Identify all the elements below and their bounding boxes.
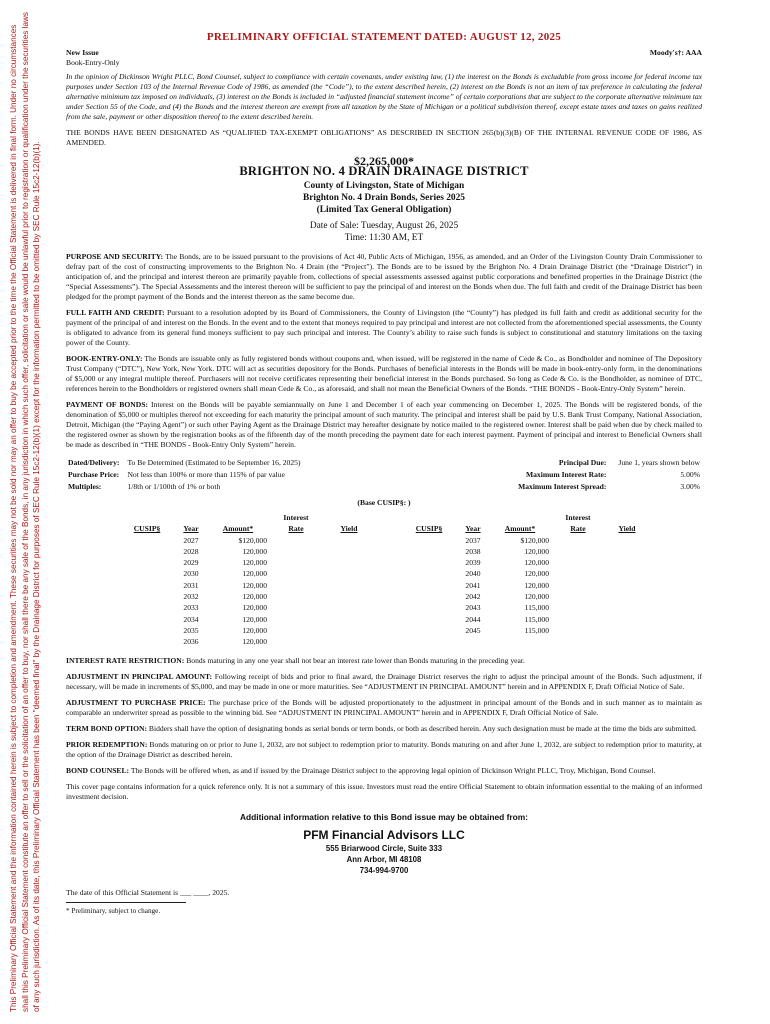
term-value: 5.00% <box>680 470 700 479</box>
gap-cell <box>373 546 403 557</box>
amount-cell: 120,000 <box>524 546 549 556</box>
rate-cell <box>549 546 607 557</box>
yield-cell <box>325 535 373 546</box>
bond-type-line: (Limited Tax General Obligation) <box>316 205 452 215</box>
rate-cell <box>267 580 325 591</box>
term-label: Dated/Delivery: <box>68 458 120 467</box>
maturity-schedule <box>66 512 702 648</box>
adjustment-heading: ADJUSTMENT IN PRINCIPAL AMOUNT: <box>66 671 213 681</box>
cusip-cell <box>121 568 173 579</box>
adjustment-text: Following receipt of bids and prior to final award, the Drainage District reserves the right to adjust the principal amount of the Bonds. Such adjustment, if necessary, will be made in increments of $5,000, and may be made in one or more maturities. See “ADJUSTMENT IN PRINCIPAL AMOUNT” herein and in APPENDIX F, Draft Official Notice of Sale. <box>66 671 702 691</box>
maturity-table <box>121 512 647 648</box>
offering-block <box>66 156 702 244</box>
faith-text: Pursuant to a resolution adopted by its Board of Commissioners, the County of Livingston (the “County”) has pledged its full faith and credit as additional security for the payment of the principal of and interest on the Bonds. In the event and to the extent that moneys required to pay principal and interest are not collected from the aforementioned special assessments, the County is obligated to advance from its general fund moneys sufficient to pay such principal and interest. The County’s ability to raise such funds is subject to constitutional and statutory limitations on the taxing power of the County. <box>66 308 702 347</box>
purchase-price-section <box>66 698 702 718</box>
book-entry-text: The Bonds are issuable only as fully registered bonds without coupons and, when issued, will be registered in the name of Cede & Co., as Bondholder and nominee of The Depository Trust Company (“DTC”), New York, New York. DTC will act as securities depository for the Bonds. Purchases of beneficial interests in the Bonds will be made in book-entry-only form, in the denominations of $5,000 or any integral multiple thereof. Purchasers will not receive certificates representing their beneficial interest in the Bonds purchased. So long as Cede & Co. is the Bondholder, as nominee of DTC, references herein to the Bondholders or registered owners shall mean Cede & Co., as aforesaid, and shall not mean the Beneficial Owners of the Bonds. “THE BONDS - Book-Entry-Only System” herein. <box>66 354 702 393</box>
book-entry-label: Book-Entry-Only <box>66 58 120 67</box>
gap-cell <box>373 625 403 636</box>
gap-cell <box>373 636 403 647</box>
rate-cell <box>267 568 325 579</box>
year-cell: 2045 <box>465 625 481 635</box>
gap-cell <box>373 614 403 625</box>
rate-cell <box>267 625 325 636</box>
rate-cell <box>549 557 607 568</box>
table-row <box>121 602 647 613</box>
year-cell: 2033 <box>183 603 199 613</box>
amount-cell: 120,000 <box>242 625 267 635</box>
cusip-cell <box>403 625 455 636</box>
term-value: June 1, years shown below <box>618 458 700 467</box>
header-row-top <box>121 512 647 523</box>
adjustment-section <box>66 672 702 692</box>
additional-sections <box>66 656 702 802</box>
amount-cell: $120,000 <box>520 535 549 545</box>
advisor-intro: Additional information relative to this Bond issue may be obtained from: <box>239 811 529 822</box>
rate-cell <box>549 602 607 613</box>
table-row <box>121 591 647 602</box>
year-cell: 2042 <box>465 592 481 602</box>
table-row <box>121 557 647 568</box>
rate-header: Rate <box>288 524 304 534</box>
purpose-section <box>66 252 702 302</box>
amount-cell: 120,000 <box>524 592 549 602</box>
year-cell: 2032 <box>183 592 199 602</box>
terms-left <box>66 456 308 494</box>
year-cell: 2035 <box>183 625 199 635</box>
term-row <box>508 482 700 492</box>
restriction-text: Bonds maturing in any one year shall not bear an interest rate lower than Bonds maturing in the preceding year. <box>184 655 525 665</box>
par-amount: $2,265,000* <box>354 154 414 168</box>
book-entry-heading: BOOK-ENTRY-ONLY: <box>66 354 143 363</box>
amount-cell: 120,000 <box>242 614 267 624</box>
year-cell: 2030 <box>183 569 199 579</box>
amount-cell: 120,000 <box>242 603 267 613</box>
payment-text: Interest on the Bonds will be payable semiannually on June 1 and December 1 of each year commencing on December 1, 2025. The Bonds will be registered bonds, of the denomination of $5,000 or multiples thereof not exceeding for each maturity the principal amount of such maturity. The principal and interest shall be paid by U.S. Bank Trust Company, National Association, Detroit, Michigan (the “Paying Agent”) or such other Paying Agent as the Drainage District may hereafter designate by notice mailed to the registered owner. Interest shall be paid when due by check mailed to the registered owner as shown by the registration books as of the fifteenth day of the month preceding the payment date for each interest payment. Payment of principal and interest to Beneficial Owners shall be made as described in “THE BONDS - Book-Entry Only System” herein. <box>66 400 702 449</box>
advisor-city: Ann Arbor, MI 48108 <box>346 854 422 864</box>
rate-header: Rate <box>570 524 586 534</box>
term-label: Multiples: <box>68 482 102 491</box>
restriction-section <box>66 656 702 666</box>
term-bond-section <box>66 724 702 734</box>
amount-cell: 120,000 <box>242 569 267 579</box>
amount-cell: 120,000 <box>242 558 267 568</box>
amount-header: Amount* <box>504 524 536 534</box>
term-row <box>68 482 306 492</box>
yield-cell <box>325 580 373 591</box>
cusip-cell <box>403 614 455 625</box>
header-row-bottom <box>121 523 647 534</box>
yield-cell <box>325 625 373 636</box>
tax-opinion: In the opinion of Dickinson Wright PLLC, Bond Counsel, subject to compliance with certain covenants, under existing law, (1) the interest on the Bonds is excludable from gross income for federal income tax purposes under Section 103 of the Internal Revenue Code of 1986, as amended (the “Code”), to the extent described herein, (2) interest on the Bonds is not an item of tax preference in calculating the federal alternative minimum tax imposed on individuals, (3) interest on the Bonds is included in “adjusted financial statement income” of certain corporations that are subject to the corporate alternative minimum tax under Section 55 of the Code, and (4) the Bonds and the interest thereon are exempt from all taxation by the State of Michigan or a political subdivision thereof, except estate taxes and taxes on gains realized from the sale, payment or other disposition thereof to the extent described herein. <box>66 72 702 121</box>
red-herring-sidebar <box>0 0 56 1024</box>
advisor-street: 555 Briarwood Circle, Suite 333 <box>325 843 443 853</box>
cusip-cell <box>403 557 455 568</box>
term-value: To Be Determined (Estimated to be September 16, 2025) <box>127 458 301 467</box>
yield-cell <box>607 535 647 546</box>
cusip-header: CUSIP§ <box>133 524 161 534</box>
table-row <box>121 546 647 557</box>
payment-section <box>66 400 702 450</box>
year-cell: 2041 <box>465 580 481 590</box>
table-row <box>121 636 647 647</box>
term-row <box>508 458 700 468</box>
term-label: Purchase Price: <box>68 470 120 479</box>
year-cell: 2029 <box>183 558 199 568</box>
year-cell: 2039 <box>465 558 481 568</box>
rate-cell <box>267 614 325 625</box>
year-cell: 2037 <box>465 535 481 545</box>
sale-time: Time: 11:30 AM, ET <box>344 233 424 243</box>
amount-cell: 120,000 <box>524 569 549 579</box>
cusip-cell <box>403 636 455 647</box>
redemption-section <box>66 740 702 760</box>
yield-cell <box>607 614 647 625</box>
interest-header: Interest <box>565 513 591 522</box>
table-row <box>121 580 647 591</box>
term-bond-text: Bidders shall have the option of designating bonds as serial bonds or term bonds, or both as described herein. Any such designation must be made at the time the bids are submitted. <box>147 723 697 733</box>
counsel-text: The Bonds will be offered when, as and if issued by the Drainage District subject to the approving legal opinion of Dickinson Wright PLLC, Troy, Michigan, Bond Counsel. <box>129 765 656 775</box>
cusip-cell <box>121 636 173 647</box>
header-row <box>66 48 702 68</box>
term-row <box>68 470 306 480</box>
amount-cell: 115,000 <box>524 603 549 613</box>
advisor-name: PFM Financial Advisors LLC <box>303 827 465 842</box>
rate-cell <box>267 602 325 613</box>
cusip-cell <box>121 614 173 625</box>
base-cusip: (Base CUSIP§: ) <box>357 498 411 507</box>
table-row <box>121 614 647 625</box>
purchase-price-text: The purchase price of the Bonds will be adjusted proportionately to the adjustment in principal amount of the Bonds and in such manner as to maintain as comparable an underwriter spread as possible to the winning bid. See “ADJUSTMENT IN PRINCIPAL AMOUNT” herein and in APPENDIX F, Draft Official Notice of Sale. <box>66 697 703 717</box>
amount-cell: 120,000 <box>242 580 267 590</box>
cusip-header: CUSIP§ <box>415 524 443 534</box>
cusip-cell <box>403 568 455 579</box>
year-cell: 2038 <box>465 546 481 556</box>
redemption-heading: PRIOR REDEMPTION: <box>66 739 148 749</box>
gap-cell <box>373 535 403 546</box>
year-cell: 2036 <box>183 637 199 647</box>
term-label: Maximum Interest Rate: <box>525 470 607 479</box>
term-row <box>68 458 306 468</box>
rate-cell <box>267 636 325 647</box>
terms-right <box>506 456 702 494</box>
rate-cell <box>267 557 325 568</box>
new-issue-label: New Issue <box>66 48 99 57</box>
bond-terms <box>66 456 702 494</box>
rate-cell <box>549 535 607 546</box>
faith-heading: FULL FAITH AND CREDIT: <box>66 308 165 317</box>
rate-cell <box>549 580 607 591</box>
year-cell: 2043 <box>465 603 481 613</box>
year-cell: 2031 <box>183 580 199 590</box>
cusip-cell <box>121 580 173 591</box>
gap-cell <box>373 591 403 602</box>
cusip-cell <box>121 625 173 636</box>
term-bond-heading: TERM BOND OPTION: <box>66 723 148 733</box>
rate-cell <box>549 625 607 636</box>
year-header: Year <box>465 524 481 534</box>
advisor-phone: 734-994-9700 <box>359 865 409 875</box>
cusip-cell <box>403 602 455 613</box>
rate-cell <box>267 546 325 557</box>
book-entry-section <box>66 354 702 394</box>
cover-page <box>66 32 702 916</box>
footnote: * Preliminary, subject to change. <box>66 906 161 915</box>
rate-cell <box>549 591 607 602</box>
footnote-divider <box>66 902 186 903</box>
rate-cell <box>549 614 607 625</box>
year-cell <box>455 636 491 647</box>
qualified-designation: THE BONDS HAVE BEEN DESIGNATED AS “QUALIFIED TAX-EXEMPT OBLIGATIONS” AS DESCRIBED IN SECTION 265(b)(3)(B) OF THE INTERNAL REVENUE CODE OF 1986, AS AMENDED. <box>66 128 702 147</box>
gap-cell <box>373 580 403 591</box>
year-cell: 2034 <box>183 614 199 624</box>
cusip-cell <box>403 535 455 546</box>
amount-header: Amount* <box>222 524 254 534</box>
amount-cell: 120,000 <box>242 637 267 647</box>
term-label: Principal Due: <box>558 458 607 467</box>
purpose-text: The Bonds, are to be issued pursuant to the provisions of Act 40, Public Acts of Michigan, 1956, as amended, and an Order of the Livingston County Drain Commissioner to defray part of the cost of constructing improvements to the Brighton No. 4 Drain (the “Project”). The Bonds are to be issued by the Brighton No. 4 Drain Drainage District (the “Drainage District”) in anticipation of, and the principal and interest thereon are primarily payable from, collections of special assessments assessed against public corporations and benefitted properties in the Drainage District (the “Special Assessments”). The Special Assessments and the interest thereon will be sufficient to pay the principal of and interest on the Bonds when due. The full faith and credit of the Drainage District has been pledged for the prompt payment of the Bonds and the interest thereon as the same become due. <box>66 252 702 301</box>
rate-cell <box>549 636 607 647</box>
cusip-cell <box>121 591 173 602</box>
yield-cell <box>607 580 647 591</box>
year-cell: 2027 <box>183 535 199 545</box>
yield-cell <box>325 568 373 579</box>
gap-cell <box>373 557 403 568</box>
yield-cell <box>325 557 373 568</box>
year-cell: 2028 <box>183 546 199 556</box>
statement-date: The date of this Official Statement is ___ ____, 2025. <box>66 887 230 897</box>
gap-cell <box>373 568 403 579</box>
amount-cell: 120,000 <box>524 580 549 590</box>
year-cell: 2040 <box>465 569 481 579</box>
yield-cell <box>325 591 373 602</box>
table-row <box>121 568 647 579</box>
sale-info <box>66 220 702 244</box>
yield-cell <box>325 614 373 625</box>
counsel-heading: BOND COUNSEL: <box>66 765 130 775</box>
cusip-cell <box>121 602 173 613</box>
gap-cell <box>373 602 403 613</box>
amount-cell: $120,000 <box>238 535 267 545</box>
yield-cell <box>325 546 373 557</box>
series-line: Brighton No. 4 Drain Bonds, Series 2025 <box>303 193 465 203</box>
purchase-price-heading: ADJUSTMENT TO PURCHASE PRICE: <box>66 697 206 707</box>
maturity-rows <box>121 535 647 648</box>
cusip-cell <box>403 580 455 591</box>
year-cell: 2044 <box>465 614 481 624</box>
yield-header: Yield <box>340 524 358 534</box>
rate-cell <box>267 535 325 546</box>
yield-cell <box>607 591 647 602</box>
redemption-text: Bonds maturing on or prior to June 1, 2032, are not subject to redemption prior to maturity. Bonds maturing on and after June 1, 2032, are subject to redemption prior to maturity, at the option of the Drainage District as described herein. <box>66 739 702 759</box>
term-row <box>508 470 700 480</box>
term-value: Not less than 100% or more than 115% of par value <box>127 470 285 479</box>
amount-cell: 115,000 <box>524 614 549 624</box>
term-value: 1/8th or 1/100th of 1% or both <box>127 482 221 491</box>
document-title: PRELIMINARY OFFICIAL STATEMENT DATED: AUGUST 12, 2025 <box>206 31 562 43</box>
cover-note: This cover page contains information for a quick reference only. It is not a summary of this issue. Investors must read the entire Official Statement to obtain information essential to the making of an informed investment decision. <box>66 781 702 801</box>
restriction-heading: INTEREST RATE RESTRICTION: <box>66 655 185 665</box>
yield-cell <box>325 602 373 613</box>
amount-cell: 115,000 <box>524 625 549 635</box>
issuer-name: BRIGHTON NO. 4 DRAIN DRAINAGE DISTRICT <box>239 164 529 178</box>
interest-header: Interest <box>283 513 309 522</box>
red-herring-disclaimer: This Preliminary Official Statement and the information contained herein is subject to completion and amendment. These securities may not be sold nor may an offer to buy be accepted prior to the time the Official Statement is delivered in final form. Under no circumstances shall this Preliminary Official Statement constitute an offer to sell or the solicitation of an offer to buy, nor shall there be any sale of the Bonds, in any jurisdiction in which such offer, solicitation or sale would be unlawful prior to registration or qualification under the securities laws of any such jurisdiction. As of its date, this Preliminary Official Statement has been "deemed final" by the Drainage District for purposes of SEC Rule 15c2-12(b)(1) except for the information permitted to be omitted by SEC Rule 15c2-12(b)(1). <box>9 11 41 1012</box>
amount-cell <box>491 636 549 647</box>
amount-cell: 120,000 <box>242 592 267 602</box>
term-label: Maximum Interest Spread: <box>518 482 607 491</box>
table-row <box>121 625 647 636</box>
year-header: Year <box>183 524 199 534</box>
faith-section <box>66 308 702 348</box>
cusip-cell <box>403 591 455 602</box>
amount-cell: 120,000 <box>524 558 549 568</box>
yield-cell <box>607 636 647 647</box>
rating-label: Moody's†: AAA <box>649 48 702 57</box>
county-line: County of Livingston, State of Michigan <box>303 181 465 191</box>
cusip-cell <box>403 546 455 557</box>
rate-cell <box>549 568 607 579</box>
term-value: 3.00% <box>680 482 700 491</box>
cusip-cell <box>121 546 173 557</box>
yield-header: Yield <box>618 524 636 534</box>
cusip-cell <box>121 535 173 546</box>
cusip-cell <box>121 557 173 568</box>
yield-cell <box>607 546 647 557</box>
payment-heading: PAYMENT OF BONDS: <box>66 400 148 409</box>
table-row <box>121 535 647 546</box>
counsel-section <box>66 766 702 776</box>
yield-cell <box>607 557 647 568</box>
yield-cell <box>607 625 647 636</box>
sale-date: Date of Sale: Tuesday, August 26, 2025 <box>309 221 459 231</box>
purpose-heading: PURPOSE AND SECURITY: <box>66 252 164 261</box>
yield-cell <box>607 602 647 613</box>
yield-cell <box>325 636 373 647</box>
rate-cell <box>267 591 325 602</box>
yield-cell <box>607 568 647 579</box>
amount-cell: 120,000 <box>242 546 267 556</box>
